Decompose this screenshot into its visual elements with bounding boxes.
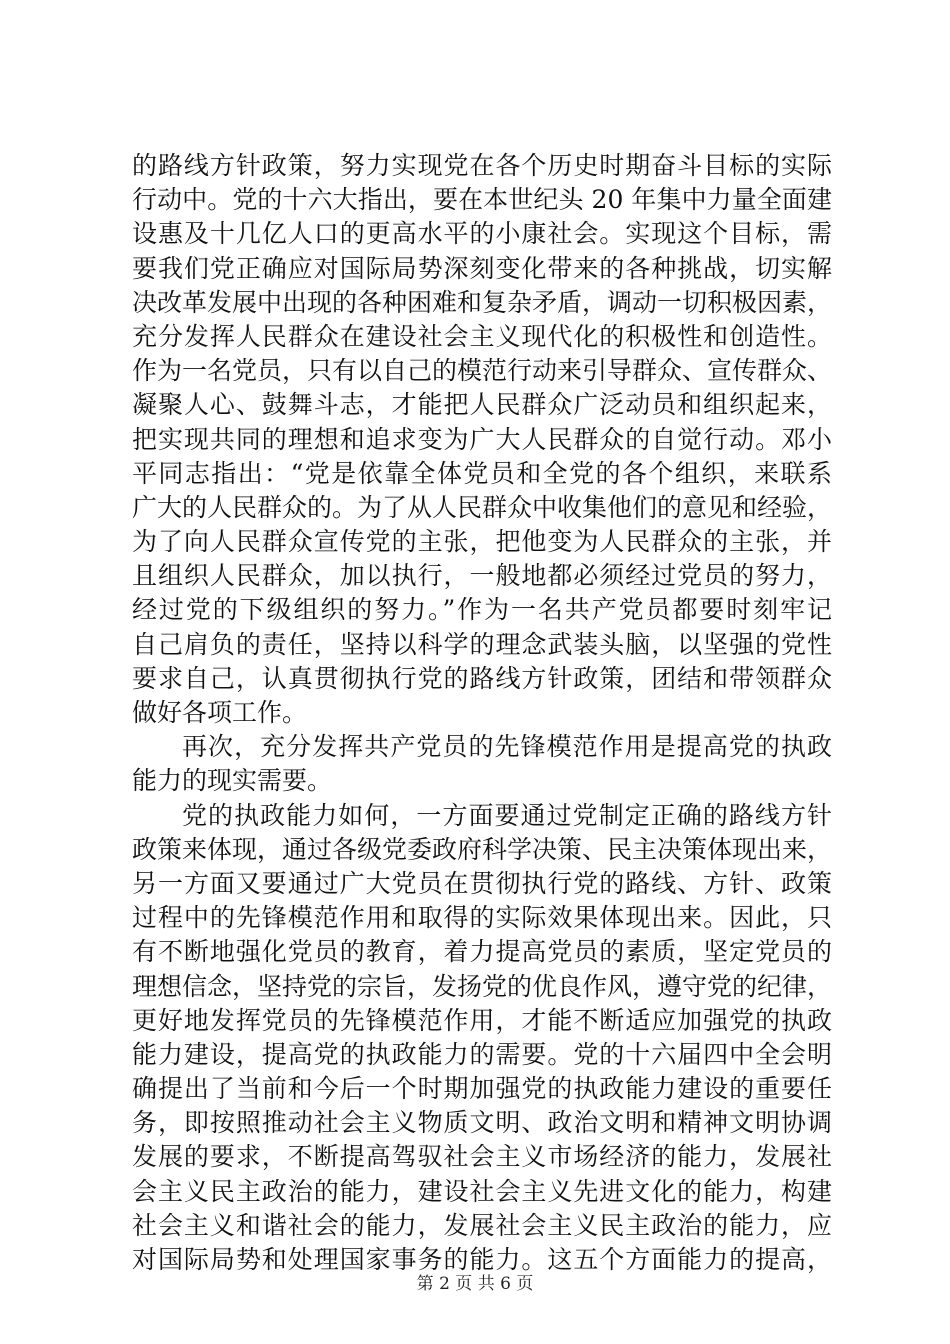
text-line: 决改革发展中出现的各种困难和复杂矛盾，调动一切积极因素，: [132, 287, 832, 317]
text-line: 能力的现实需要。: [132, 766, 333, 796]
text-line: 作为一名党员，只有以自己的模范行动来引导群众、宣传群众、: [132, 356, 832, 386]
text-line: 平同志指出：“党是依靠全体党员和全党的各个组织，来联系: [132, 458, 832, 488]
text-line: 为了向人民群众宣传党的主张，把他变为人民群众的主张，并: [132, 527, 832, 557]
text-line: 发展的要求，不断提高驾驭社会主义市场经济的能力，发展社: [132, 1142, 832, 1172]
text-line: 对国际局势和处理国家事务的能力。这五个方面能力的提高，: [132, 1245, 832, 1274]
text-line: 政策来体现，通过各级党委政府科学决策、民主决策体现出来，: [132, 834, 832, 864]
text-line: 充分发挥人民群众在建设社会主义现代化的积极性和创造性。: [132, 321, 832, 351]
page-footer: 第 2 页 共 6 页: [416, 1274, 534, 1294]
text-line: 做好各项工作。: [132, 698, 308, 727]
text-line: 社会主义和谐社会的能力，发展社会主义民主政治的能力，应: [132, 1210, 832, 1240]
body-text: [132, 149, 832, 1277]
text-line: 另一方面又要通过广大党员在贯彻执行党的路线、方针、政策: [132, 868, 832, 898]
text-line: 把实现共同的理想和追求变为广大人民群众的自觉行动。邓小: [132, 424, 832, 454]
text-line: 设惠及十几亿人口的更高水平的小康社会。实现这个目标，需: [132, 219, 832, 249]
text-line: 党的执政能力如何，一方面要通过党制定正确的路线方针: [182, 800, 832, 830]
text-line: 确提出了当前和今后一个时期加强党的执政能力建设的重要任: [132, 1074, 832, 1104]
text-line: 要我们党正确应对国际局势深刻变化带来的各种挑战，切实解: [132, 253, 832, 283]
text-line: 广大的人民群众的。为了从人民群众中收集他们的意见和经验，: [132, 492, 832, 522]
text-line: 自己肩负的责任，坚持以科学的理念武装头脑，以坚强的党性: [132, 629, 832, 659]
text-line: 能力建设，提高党的执政能力的需要。党的十六届四中全会明: [132, 1039, 832, 1069]
text-line: 会主义民主政治的能力，建设社会主义先进文化的能力，构建: [132, 1176, 832, 1206]
text-line: 再次，充分发挥共产党员的先锋模范作用是提高党的执政: [182, 732, 832, 762]
text-line: 理想信念，坚持党的宗旨，发扬党的优良作风，遵守党的纪律，: [132, 971, 832, 1001]
text-line: 有不断地强化党员的教育，着力提高党员的素质，坚定党员的: [132, 937, 832, 967]
text-line: 且组织人民群众，加以执行，一般地都必须经过党员的努力，: [132, 561, 832, 591]
text-line: 过程中的先锋模范作用和取得的实际效果体现出来。因此，只: [132, 903, 832, 933]
text-line: 要求自己，认真贯彻执行党的路线方针政策，团结和带领群众: [132, 663, 832, 693]
text-line: 更好地发挥党员的先锋模范作用，才能不断适应加强党的执政: [132, 1005, 832, 1035]
text-line: 行动中。党的十六大指出，要在本世纪头 20 年集中力量全面建: [132, 185, 832, 215]
text-line: 经过党的下级组织的努力。”作为一名共产党员都要时刻牢记: [132, 595, 832, 625]
text-line: 的路线方针政策，努力实现党在各个历史时期奋斗目标的实际: [132, 151, 832, 180]
text-line: 凝聚人心、鼓舞斗志，才能把人民群众广泛动员和组织起来，: [132, 390, 832, 420]
text-line: 务，即按照推动社会主义物质文明、政治文明和精神文明协调: [132, 1108, 832, 1138]
